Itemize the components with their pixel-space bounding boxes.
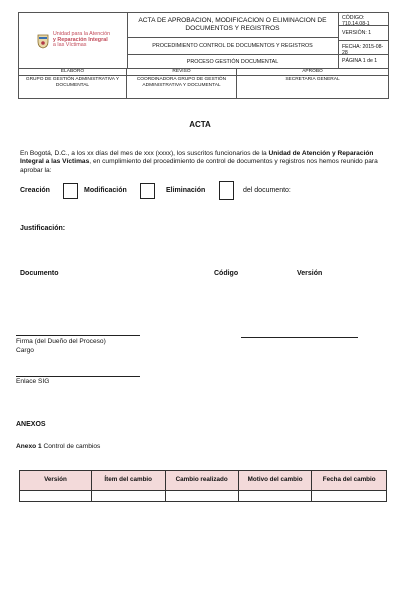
header-grid: [18, 12, 389, 69]
logo-line: Unidad para la Atención: [52, 30, 111, 37]
column-header-change: Cambio realizado: [165, 471, 238, 491]
intro-text: En Bogotá, D.C., a los xx días del mes de xxx (xxxx), los suscritos funcionarios de la: [20, 150, 269, 157]
reviso-label: REVISO: [127, 69, 237, 76]
owner-signature-line: [16, 335, 140, 336]
annex-item: [16, 443, 100, 450]
option-modificacion-label: Modificación: [84, 187, 127, 194]
process-name: PROCESO GESTIÓN DOCUMENTAL: [127, 55, 339, 68]
aprobo-label: APROBO: [237, 69, 388, 76]
intro-entity-continued: y Reparación Integral a las Víctimas: [20, 150, 374, 166]
justification-label: Justificación:: [20, 225, 66, 232]
annex-title: Control de cambios: [41, 443, 101, 450]
annexes-heading: ANEXOS: [16, 421, 46, 428]
creacion-checkbox[interactable]: [63, 183, 78, 199]
changes-control-table: [19, 470, 387, 502]
document-label: Documento: [20, 270, 59, 277]
table-row: [20, 491, 387, 502]
document-date: FECHA: 2015-08-28: [339, 41, 388, 55]
intro-paragraph: [20, 150, 390, 175]
page-number: PÁGINA 1 de 1: [342, 58, 378, 64]
version-label: Versión: [297, 270, 323, 277]
second-signature-line: [241, 337, 358, 338]
column-header-date: Fecha del cambio: [312, 471, 387, 491]
option-eliminacion-label: Eliminación: [166, 187, 206, 194]
aprobo-value: SECRETARIA GENERAL: [285, 77, 340, 82]
eliminacion-checkbox[interactable]: [219, 181, 234, 200]
acta-heading: ACTA: [189, 120, 211, 129]
column-header-reason: Motivo del cambio: [238, 471, 312, 491]
unidad-victimas-logo: [53, 32, 110, 50]
approval-grid: [18, 69, 389, 99]
document-code: CÓDIGO: 710.14.08-1: [339, 13, 388, 26]
table-cell[interactable]: [91, 491, 165, 502]
code-label: Código: [214, 270, 239, 277]
document-suffix: del documento:: [243, 187, 291, 194]
elaboro-value: GRUPO DE GESTIÓN ADMINISTRATIVA Y DOCUMENTAL: [19, 76, 127, 98]
option-creacion-label: Creación: [20, 187, 50, 194]
sig-link-label: Enlace SIG: [16, 378, 50, 385]
logo-cell: [19, 13, 128, 68]
intro-entity: Unidad de Atención: [268, 150, 331, 157]
document-title: ACTA DE APROBACION, MODIFICACION O ELIMINACION DE DOCUMENTOS Y REGISTROS: [127, 13, 339, 38]
modificacion-checkbox[interactable]: [140, 183, 155, 199]
column-header-item: Ítem del cambio: [91, 471, 165, 491]
sig-link-line: [16, 376, 140, 377]
column-header-version: Versión: [20, 471, 92, 491]
table-cell[interactable]: [20, 491, 92, 502]
owner-signature-label: Firma (del Dueño del Proceso): [16, 338, 106, 345]
table-cell[interactable]: [312, 491, 387, 502]
cargo-label: Cargo: [16, 347, 34, 354]
annex-number: Anexo 1: [16, 443, 42, 450]
table-cell[interactable]: [238, 491, 312, 502]
logo-line: a las Víctimas: [52, 42, 87, 49]
coat-of-arms-icon: [36, 33, 50, 49]
document-version: VERSIÓN: 1: [339, 26, 388, 41]
elaboro-label: ELABORO: [19, 69, 127, 76]
changes-header-row: [20, 471, 387, 491]
intro-text-end: , en cumplimiento del procedimiento de control de documentos y registros nos hemos reunido para aprobar la:: [20, 158, 378, 174]
logo-line: y Reparación Integral: [52, 36, 108, 43]
table-cell[interactable]: [165, 491, 238, 502]
reviso-value: COORDINADORA GRUPO DE GESTIÓN ADMINISTRATIVA Y DOCUMENTAL: [127, 76, 237, 98]
procedure-name: PROCEDIMIENTO CONTROL DE DOCUMENTOS Y REGISTROS: [127, 38, 339, 55]
